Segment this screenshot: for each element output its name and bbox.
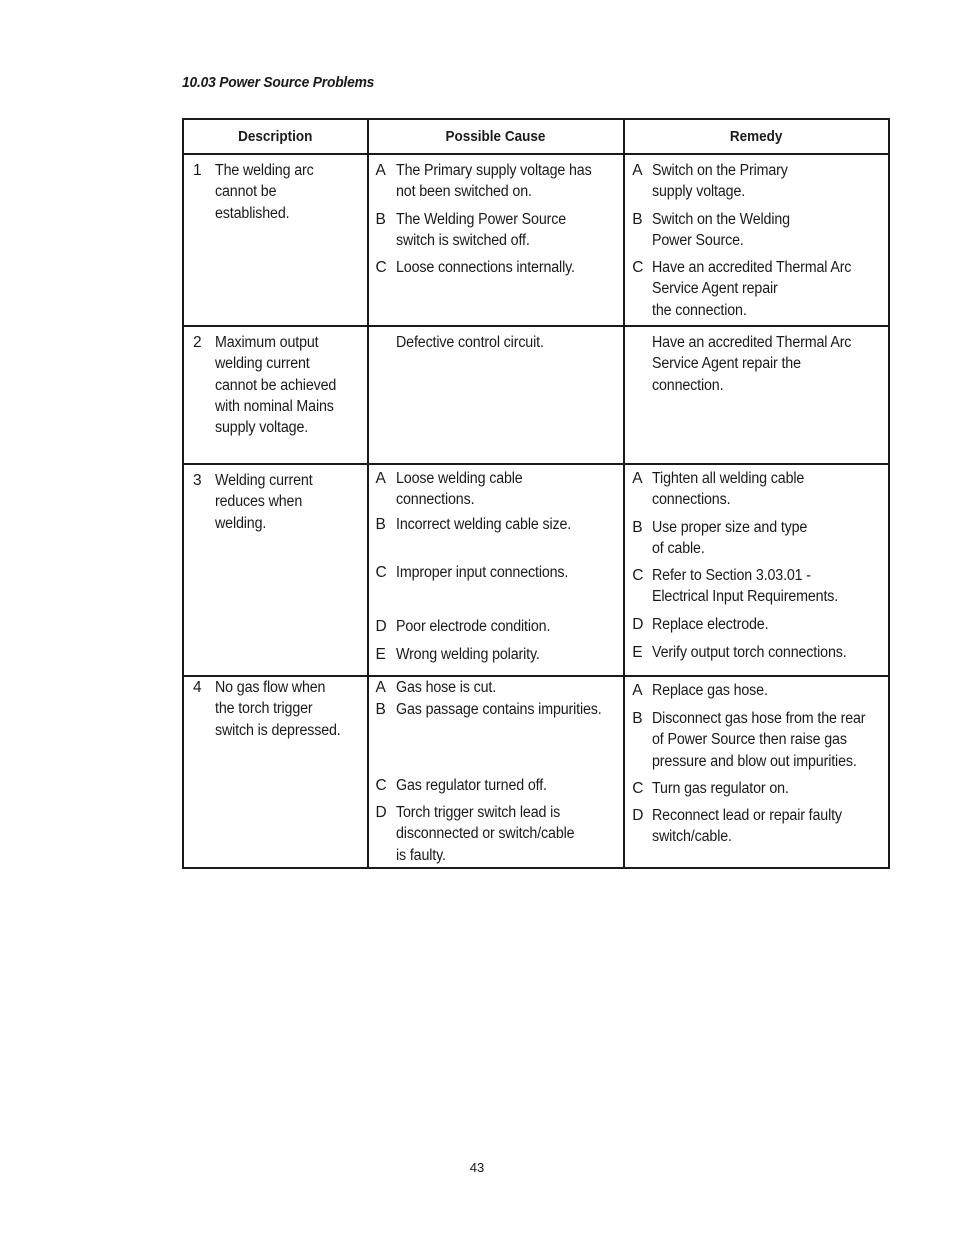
cause-cell xyxy=(368,154,625,326)
remedy-cell xyxy=(624,676,889,868)
page-number: 43 xyxy=(469,1160,485,1175)
list-item: C Refer to Section 3.03.01 - Electrical Input Requirements. xyxy=(632,567,839,606)
list-item: C Gas regulator turned off. xyxy=(375,777,547,794)
description-cell xyxy=(183,326,368,464)
table-row xyxy=(183,464,889,676)
row-number: 1 xyxy=(193,162,202,179)
list-item: D Torch trigger switch lead is disconnected or switch/cable is faulty. xyxy=(375,804,574,864)
cause-cell xyxy=(368,464,625,676)
description-text: The welding arc cannot be established. xyxy=(215,162,314,222)
row-number: 4 xyxy=(193,679,202,696)
header-possible-cause: Possible Cause xyxy=(368,119,625,154)
list-item: E Wrong welding polarity. xyxy=(375,646,540,663)
list-item: C Improper input connections. xyxy=(375,564,568,581)
list-item: C Have an accredited Thermal Arc Service Agent repair the connection. xyxy=(632,259,852,319)
list-item: Defective control circuit. xyxy=(395,334,544,351)
list-item: Have an accredited Thermal Arc Service Agent repair the connection. xyxy=(652,334,852,394)
remedy-cell xyxy=(624,154,889,326)
table-row xyxy=(183,676,889,868)
list-item: C Loose connections internally. xyxy=(375,259,575,276)
list-item: B Disconnect gas hose from the rear of Power Source then raise gas pressure and blow out impurities. xyxy=(632,710,866,770)
list-item: C Turn gas regulator on. xyxy=(632,780,789,797)
list-item: B The Welding Power Source switch is switched off. xyxy=(375,211,566,250)
list-item: A Switch on the Primary supply voltage. xyxy=(632,162,789,201)
list-item: D Replace electrode. xyxy=(632,616,769,633)
list-item: D Reconnect lead or repair faulty switch/cable. xyxy=(632,807,843,846)
list-item: A Tighten all welding cable connections. xyxy=(632,470,805,509)
list-item: A Replace gas hose. xyxy=(632,682,769,699)
description-cell xyxy=(183,154,368,326)
list-item: A The Primary supply voltage has not been switched on. xyxy=(375,162,592,201)
list-item: B Incorrect welding cable size. xyxy=(375,516,571,533)
list-item: B Use proper size and type of cable. xyxy=(632,519,808,558)
list-item: E Verify output torch connections. xyxy=(632,644,847,661)
row-number: 3 xyxy=(193,472,202,489)
header-description: Description xyxy=(183,119,368,154)
description-text: No gas flow when the torch trigger switch is depressed. xyxy=(215,679,341,739)
list-item: B Switch on the Welding Power Source. xyxy=(632,211,791,250)
description-cell xyxy=(183,464,368,676)
description-text: Welding current reduces when welding. xyxy=(215,472,313,532)
table-header-row xyxy=(183,119,889,154)
list-item: A Loose welding cable connections. xyxy=(375,470,523,509)
cause-cell xyxy=(368,326,625,464)
description-cell xyxy=(183,676,368,868)
table-row xyxy=(183,154,889,326)
list-item: D Poor electrode condition. xyxy=(375,618,550,635)
remedy-cell xyxy=(624,326,889,464)
table-row xyxy=(183,326,889,464)
header-remedy: Remedy xyxy=(624,119,889,154)
row-number: 2 xyxy=(193,334,202,351)
description-text: Maximum output welding current cannot be achieved with nominal Mains supply voltage. xyxy=(215,334,337,437)
section-title: 10.03 Power Source Problems xyxy=(182,74,375,91)
list-item: A Gas hose is cut. xyxy=(375,679,496,696)
remedy-cell xyxy=(624,464,889,676)
list-item: B Gas passage contains impurities. xyxy=(375,701,602,718)
cause-cell xyxy=(368,676,625,868)
troubleshooting-table xyxy=(182,118,890,869)
